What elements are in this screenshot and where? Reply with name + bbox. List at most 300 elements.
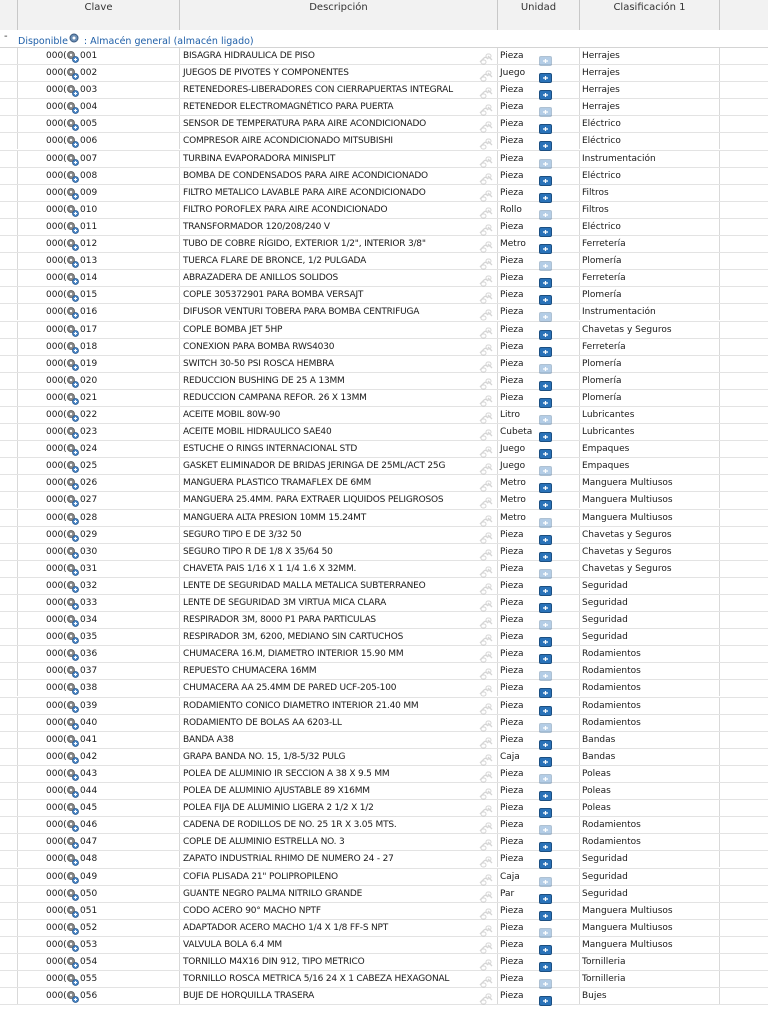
row-selector[interactable] [0,339,18,355]
table-row[interactable] [0,612,768,629]
cell-unidad[interactable]: Pieza [498,783,580,799]
cell-unidad[interactable]: Pieza [498,304,580,320]
row-selector[interactable] [0,236,18,252]
cell-clave[interactable] [18,339,180,355]
row-selector[interactable] [0,766,18,782]
cell-clave[interactable] [18,800,180,816]
table-row[interactable] [0,766,768,783]
cell-clave[interactable] [18,715,180,731]
cell-unidad[interactable]: Metro [498,492,580,508]
link-icon[interactable] [478,648,494,660]
gear-key-icon[interactable] [66,613,80,627]
cell-clave[interactable] [18,595,180,611]
cell-unidad[interactable]: Pieza [498,766,580,782]
unit-badge-icon[interactable] [539,649,552,659]
gear-key-icon[interactable] [66,186,80,200]
cell-unidad[interactable]: Litro [498,407,580,423]
cell-unidad[interactable]: Pieza [498,133,580,149]
row-selector[interactable] [0,492,18,508]
table-row[interactable] [0,680,768,697]
row-selector[interactable] [0,578,18,594]
cell-clave[interactable] [18,48,180,64]
link-icon[interactable] [478,682,494,694]
row-selector[interactable] [0,82,18,98]
row-selector[interactable] [0,99,18,115]
link-icon[interactable] [478,477,494,489]
unit-badge-icon[interactable] [539,68,552,78]
unit-badge-icon[interactable] [539,51,552,61]
cell-clave[interactable] [18,903,180,919]
link-icon[interactable] [478,306,494,318]
gear-key-icon[interactable] [66,117,80,131]
row-selector[interactable] [0,732,18,748]
unit-badge-icon[interactable] [539,615,552,625]
cell-clave[interactable] [18,356,180,372]
unit-badge-icon[interactable] [539,632,552,642]
row-selector[interactable] [0,817,18,833]
table-row[interactable] [0,817,768,834]
cell-clasificacion[interactable]: Rodamientos [580,715,720,731]
row-selector[interactable] [0,219,18,235]
link-icon[interactable] [478,153,494,165]
cell-clasificacion[interactable]: Manguera Multiusos [580,475,720,491]
cell-clave[interactable] [18,510,180,526]
cell-descripcion[interactable]: SENSOR DE TEMPERATURA PARA AIRE ACONDICIONADO [180,116,498,132]
cell-clasificacion[interactable]: Ferretería [580,236,720,252]
cell-unidad[interactable]: Pieza [498,817,580,833]
gear-key-icon[interactable] [66,767,80,781]
link-icon[interactable] [478,836,494,848]
unit-badge-icon[interactable] [539,530,552,540]
cell-clave[interactable] [18,492,180,508]
cell-descripcion[interactable]: JUEGOS DE PIVOTES Y COMPONENTES [180,65,498,81]
table-row[interactable] [0,475,768,492]
cell-clasificacion[interactable]: Chavetas y Seguros [580,322,720,338]
gear-key-icon[interactable] [66,852,80,866]
table-row[interactable] [0,544,768,561]
unit-badge-icon[interactable] [539,478,552,488]
table-row[interactable] [0,322,768,339]
unit-badge-icon[interactable] [539,683,552,693]
link-icon[interactable] [478,614,494,626]
row-selector[interactable] [0,595,18,611]
row-selector[interactable] [0,544,18,560]
row-selector[interactable] [0,424,18,440]
cell-clave[interactable] [18,441,180,457]
cell-clave[interactable] [18,151,180,167]
cell-clave[interactable] [18,202,180,218]
row-selector[interactable] [0,151,18,167]
link-icon[interactable] [478,939,494,951]
cell-clasificacion[interactable]: Seguridad [580,578,720,594]
table-row[interactable] [0,253,768,270]
cell-clave[interactable] [18,749,180,765]
cell-clave[interactable] [18,82,180,98]
link-icon[interactable] [478,238,494,250]
cell-clave[interactable] [18,817,180,833]
cell-clasificacion[interactable]: Plomería [580,287,720,303]
cell-descripcion[interactable]: TORNILLO ROSCA METRICA 5/16 24 X 1 CABEZA HEXAGONAL [180,971,498,987]
cell-unidad[interactable]: Pieza [498,834,580,850]
cell-descripcion[interactable]: ESTUCHE O RINGS INTERNACIONAL STD [180,441,498,457]
cell-clave[interactable] [18,971,180,987]
unit-badge-icon[interactable] [539,872,552,882]
row-selector[interactable] [0,356,18,372]
gear-key-icon[interactable] [66,169,80,183]
table-row[interactable] [0,185,768,202]
gear-key-icon[interactable] [66,408,80,422]
row-selector[interactable] [0,715,18,731]
cell-unidad[interactable]: Pieza [498,270,580,286]
cell-descripcion[interactable]: TRANSFORMADOR 120/208/240 V [180,219,498,235]
cell-descripcion[interactable]: BISAGRA HIDRAULICA DE PISO [180,48,498,64]
row-selector[interactable] [0,253,18,269]
cell-clave[interactable] [18,527,180,543]
unit-badge-icon[interactable] [539,837,552,847]
header-clasificacion[interactable]: Clasificación 1 [580,0,720,30]
unit-badge-icon[interactable] [539,239,552,249]
cell-clasificacion[interactable]: Eléctrico [580,219,720,235]
cell-unidad[interactable]: Caja [498,869,580,885]
cell-clasificacion[interactable]: Chavetas y Seguros [580,544,720,560]
row-selector[interactable] [0,441,18,457]
link-icon[interactable] [478,135,494,147]
cell-descripcion[interactable]: CODO ACERO 90° MACHO NPTF [180,903,498,919]
cell-unidad[interactable]: Pieza [498,971,580,987]
cell-descripcion[interactable]: CADENA DE RODILLOS DE NO. 25 1R X 3.05 MTS. [180,817,498,833]
unit-badge-icon[interactable] [539,154,552,164]
table-row[interactable] [0,869,768,886]
cell-clasificacion[interactable]: Tornilleria [580,954,720,970]
cell-descripcion[interactable]: SWITCH 30-50 PSI ROSCA HEMBRA [180,356,498,372]
gear-key-icon[interactable] [66,938,80,952]
cell-clave[interactable] [18,851,180,867]
link-icon[interactable] [478,460,494,472]
unit-badge-icon[interactable] [539,222,552,232]
cell-clasificacion[interactable]: Herrajes [580,99,720,115]
unit-badge-icon[interactable] [539,376,552,386]
gear-key-icon[interactable] [66,545,80,559]
unit-badge-icon[interactable] [539,188,552,198]
cell-clasificacion[interactable]: Lubricantes [580,407,720,423]
cell-clave[interactable] [18,698,180,714]
cell-clave[interactable] [18,168,180,184]
cell-unidad[interactable]: Rollo [498,202,580,218]
row-selector[interactable] [0,527,18,543]
cell-descripcion[interactable]: RETENEDOR ELECTROMAGNÉTICO PARA PUERTA [180,99,498,115]
cell-clasificacion[interactable]: Rodamientos [580,698,720,714]
unit-badge-icon[interactable] [539,547,552,557]
gear-key-icon[interactable] [66,989,80,1003]
cell-clasificacion[interactable]: Seguridad [580,612,720,628]
table-row[interactable] [0,851,768,868]
cell-clasificacion[interactable]: Tornilleria [580,971,720,987]
cell-descripcion[interactable]: COPLE 305372901 PARA BOMBA VERSAJT [180,287,498,303]
unit-badge-icon[interactable] [539,957,552,967]
unit-badge-icon[interactable] [539,820,552,830]
gear-key-icon[interactable] [66,870,80,884]
gear-key-icon[interactable] [66,784,80,798]
cell-clave[interactable] [18,544,180,560]
unit-badge-icon[interactable] [539,85,552,95]
cell-unidad[interactable]: Pieza [498,800,580,816]
table-row[interactable] [0,458,768,475]
gear-key-icon[interactable] [66,733,80,747]
row-selector[interactable] [0,561,18,577]
cell-unidad[interactable]: Pieza [498,578,580,594]
link-icon[interactable] [478,563,494,575]
cell-clave[interactable] [18,390,180,406]
row-selector[interactable] [0,612,18,628]
link-icon[interactable] [478,512,494,524]
gear-key-icon[interactable] [66,972,80,986]
link-icon[interactable] [478,973,494,985]
cell-descripcion[interactable]: ACEITE MOBIL 80W-90 [180,407,498,423]
link-icon[interactable] [478,101,494,113]
cell-unidad[interactable]: Juego [498,458,580,474]
row-selector[interactable] [0,202,18,218]
cell-unidad[interactable]: Pieza [498,629,580,645]
cell-clasificacion[interactable]: Ferretería [580,270,720,286]
gear-key-icon[interactable] [66,699,80,713]
unit-badge-icon[interactable] [539,325,552,335]
cell-clasificacion[interactable]: Rodamientos [580,680,720,696]
cell-clasificacion[interactable]: Bandas [580,749,720,765]
table-row[interactable] [0,99,768,116]
cell-clave[interactable] [18,133,180,149]
row-selector[interactable] [0,322,18,338]
cell-descripcion[interactable]: ZAPATO INDUSTRIAL RHIMO DE NUMERO 24 - 27 [180,851,498,867]
cell-unidad[interactable]: Par [498,886,580,902]
cell-unidad[interactable]: Pieza [498,99,580,115]
cell-clasificacion[interactable]: Bujes [580,988,720,1004]
row-selector[interactable] [0,48,18,64]
row-selector[interactable] [0,458,18,474]
table-row[interactable] [0,151,768,168]
cell-clave[interactable] [18,988,180,1004]
link-icon[interactable] [478,768,494,780]
table-row[interactable] [0,373,768,390]
cell-unidad[interactable]: Pieza [498,612,580,628]
cell-unidad[interactable]: Metro [498,510,580,526]
cell-descripcion[interactable]: CHAVETA PAIS 1/16 X 1 1/4 1.6 X 32MM. [180,561,498,577]
link-icon[interactable] [478,84,494,96]
gear-key-icon[interactable] [66,220,80,234]
gear-key-icon[interactable] [66,134,80,148]
unit-badge-icon[interactable] [539,786,552,796]
cell-clave[interactable] [18,920,180,936]
link-icon[interactable] [478,665,494,677]
gear-key-icon[interactable] [66,100,80,114]
table-row[interactable] [0,527,768,544]
row-selector[interactable] [0,646,18,662]
table-row[interactable] [0,715,768,732]
cell-descripcion[interactable]: LENTE DE SEGURIDAD 3M VIRTUA MICA CLARA [180,595,498,611]
cell-unidad[interactable]: Juego [498,65,580,81]
unit-badge-icon[interactable] [539,410,552,420]
table-row[interactable] [0,903,768,920]
row-selector[interactable] [0,954,18,970]
cell-clave[interactable] [18,869,180,885]
cell-unidad[interactable]: Pieza [498,82,580,98]
link-icon[interactable] [478,255,494,267]
cell-unidad[interactable]: Caja [498,749,580,765]
unit-badge-icon[interactable] [539,102,552,112]
link-icon[interactable] [478,187,494,199]
cell-unidad[interactable]: Pieza [498,287,580,303]
unit-badge-icon[interactable] [539,307,552,317]
cell-unidad[interactable]: Pieza [498,903,580,919]
table-row[interactable] [0,732,768,749]
row-selector[interactable] [0,270,18,286]
unit-badge-icon[interactable] [539,427,552,437]
cell-unidad[interactable]: Pieza [498,732,580,748]
cell-descripcion[interactable]: RETENEDORES-LIBERADORES CON CIERRAPUERTAS INTEGRAL [180,82,498,98]
cell-clasificacion[interactable]: Ferretería [580,339,720,355]
gear-key-icon[interactable] [66,340,80,354]
table-row[interactable] [0,202,768,219]
link-icon[interactable] [478,67,494,79]
gear-key-icon[interactable] [66,374,80,388]
gear-key-icon[interactable] [66,271,80,285]
table-row[interactable] [0,920,768,937]
gear-key-icon[interactable] [66,152,80,166]
gear-key-icon[interactable] [66,442,80,456]
unit-badge-icon[interactable] [539,171,552,181]
table-row[interactable] [0,834,768,851]
table-row[interactable] [0,116,768,133]
cell-unidad[interactable]: Pieza [498,646,580,662]
cell-unidad[interactable]: Pieza [498,116,580,132]
unit-badge-icon[interactable] [539,119,552,129]
row-selector[interactable] [0,971,18,987]
cell-unidad[interactable]: Pieza [498,663,580,679]
cell-unidad[interactable]: Pieza [498,698,580,714]
unit-badge-icon[interactable] [539,290,552,300]
link-icon[interactable] [478,341,494,353]
cell-descripcion[interactable]: TURBINA EVAPORADORA MINISPLIT [180,151,498,167]
link-icon[interactable] [478,888,494,900]
cell-descripcion[interactable]: GUANTE NEGRO PALMA NITRILO GRANDE [180,886,498,902]
link-icon[interactable] [478,802,494,814]
cell-clasificacion[interactable]: Rodamientos [580,817,720,833]
table-row[interactable] [0,304,768,321]
cell-clasificacion[interactable]: Seguridad [580,869,720,885]
cell-unidad[interactable]: Juego [498,441,580,457]
cell-descripcion[interactable]: ABRAZADERA DE ANILLOS SOLIDOS [180,270,498,286]
cell-unidad[interactable]: Pieza [498,373,580,389]
table-row[interactable] [0,424,768,441]
link-icon[interactable] [478,118,494,130]
unit-badge-icon[interactable] [539,581,552,591]
gear-key-icon[interactable] [66,681,80,695]
link-icon[interactable] [478,734,494,746]
cell-unidad[interactable]: Pieza [498,151,580,167]
table-row[interactable] [0,270,768,287]
unit-badge-icon[interactable] [539,273,552,283]
gear-key-icon[interactable] [66,664,80,678]
cell-unidad[interactable]: Pieza [498,168,580,184]
row-selector[interactable] [0,510,18,526]
link-icon[interactable] [478,426,494,438]
gear-key-icon[interactable] [66,83,80,97]
unit-badge-icon[interactable] [539,666,552,676]
unit-badge-icon[interactable] [539,701,552,711]
cell-unidad[interactable]: Pieza [498,356,580,372]
cell-descripcion[interactable]: ACEITE MOBIL HIDRAULICO SAE40 [180,424,498,440]
cell-clave[interactable] [18,287,180,303]
cell-clave[interactable] [18,578,180,594]
unit-badge-icon[interactable] [539,598,552,608]
cell-descripcion[interactable]: POLEA DE ALUMINIO AJUSTABLE 89 X16MM [180,783,498,799]
cell-descripcion[interactable]: RESPIRADOR 3M, 8000 P1 PARA PARTICULAS [180,612,498,628]
row-selector[interactable] [0,116,18,132]
link-icon[interactable] [478,956,494,968]
cell-descripcion[interactable]: COMPRESOR AIRE ACONDICIONADO MITSUBISHI [180,133,498,149]
table-row[interactable] [0,561,768,578]
link-icon[interactable] [478,580,494,592]
gear-key-icon[interactable] [66,203,80,217]
table-row[interactable] [0,800,768,817]
link-icon[interactable] [478,546,494,558]
unit-badge-icon[interactable] [539,974,552,984]
row-selector[interactable] [0,920,18,936]
gear-key-icon[interactable] [66,493,80,507]
cell-descripcion[interactable]: CHUMACERA 16.M, DIAMETRO INTERIOR 15.90 MM [180,646,498,662]
row-selector[interactable] [0,287,18,303]
group-row[interactable] [0,30,768,48]
link-icon[interactable] [478,443,494,455]
cell-clave[interactable] [18,612,180,628]
cell-clasificacion[interactable]: Herrajes [580,82,720,98]
cell-descripcion[interactable]: TORNILLO M4X16 DIN 912, TIPO METRICO [180,954,498,970]
unit-badge-icon[interactable] [539,854,552,864]
cell-descripcion[interactable]: SEGURO TIPO E DE 3/32 50 [180,527,498,543]
unit-badge-icon[interactable] [539,940,552,950]
cell-clave[interactable] [18,304,180,320]
cell-clasificacion[interactable]: Rodamientos [580,646,720,662]
gear-key-icon[interactable] [66,716,80,730]
cell-clasificacion[interactable]: Lubricantes [580,424,720,440]
link-icon[interactable] [478,751,494,763]
row-selector[interactable] [0,133,18,149]
table-row[interactable] [0,749,768,766]
row-selector[interactable] [0,185,18,201]
gear-key-icon[interactable] [66,323,80,337]
row-selector[interactable] [0,869,18,885]
cell-unidad[interactable]: Cubeta [498,424,580,440]
cell-descripcion[interactable]: COPLE DE ALUMINIO ESTRELLA NO. 3 [180,834,498,850]
cell-clave[interactable] [18,766,180,782]
gear-key-icon[interactable] [66,750,80,764]
cell-unidad[interactable]: Pieza [498,954,580,970]
cell-unidad[interactable]: Pieza [498,544,580,560]
table-row[interactable] [0,441,768,458]
unit-badge-icon[interactable] [539,256,552,266]
row-selector[interactable] [0,988,18,1004]
cell-descripcion[interactable]: VALVULA BOLA 6.4 MM [180,937,498,953]
unit-badge-icon[interactable] [539,906,552,916]
cell-unidad[interactable]: Pieza [498,595,580,611]
cell-unidad[interactable]: Pieza [498,851,580,867]
cell-clasificacion[interactable]: Manguera Multiusos [580,920,720,936]
cell-clasificacion[interactable]: Herrajes [580,48,720,64]
cell-clave[interactable] [18,407,180,423]
table-row[interactable] [0,971,768,988]
gear-key-icon[interactable] [66,955,80,969]
unit-badge-icon[interactable] [539,513,552,523]
header-clave[interactable]: Clave [18,0,180,30]
